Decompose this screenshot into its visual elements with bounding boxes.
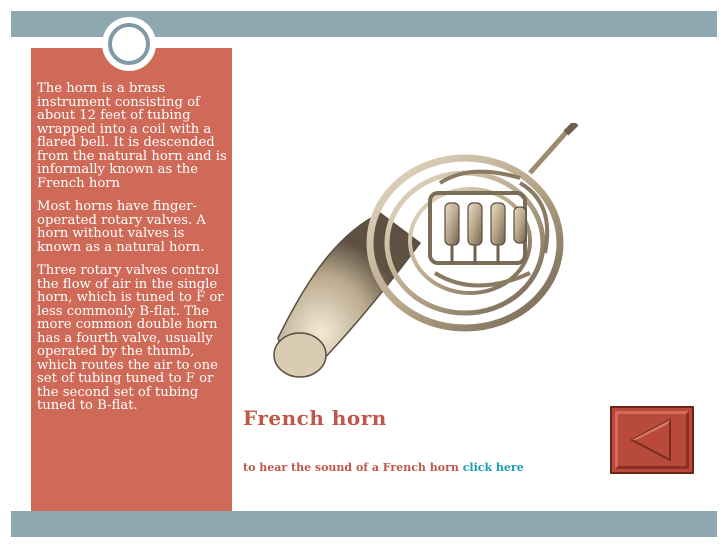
ring-ornament [108,23,150,65]
bottom-band [11,511,717,537]
back-arrow-icon [610,406,694,474]
side-paragraph-3: Three rotary valves control the flow of air in the single horn, which is tuned to F or less commonly B-flat. The more common double horn has a fourth valve, usually operated by the thumb, which routes the air to one set of tubing tuned to F or the second set of tubing tuned to B-flat. [37,263,224,413]
page-title: French horn [243,406,387,430]
sound-prefix: to hear the sound of a French horn [243,461,463,474]
side-panel-text [37,82,227,423]
click-here-link[interactable]: click here [462,461,524,474]
back-button[interactable] [610,406,694,474]
side-paragraph-2: Most horns have finger-operated rotary valves. A horn without valves is known as a natural horn. [37,199,206,255]
french-horn-image [270,123,600,383]
side-paragraph-1: The horn is a brass instrument consisting of about 12 feet of tubing wrapped into a coil with a flared bell. It is descended from the natural horn and is informally known as the French horn [37,81,227,191]
sound-line [243,461,524,474]
